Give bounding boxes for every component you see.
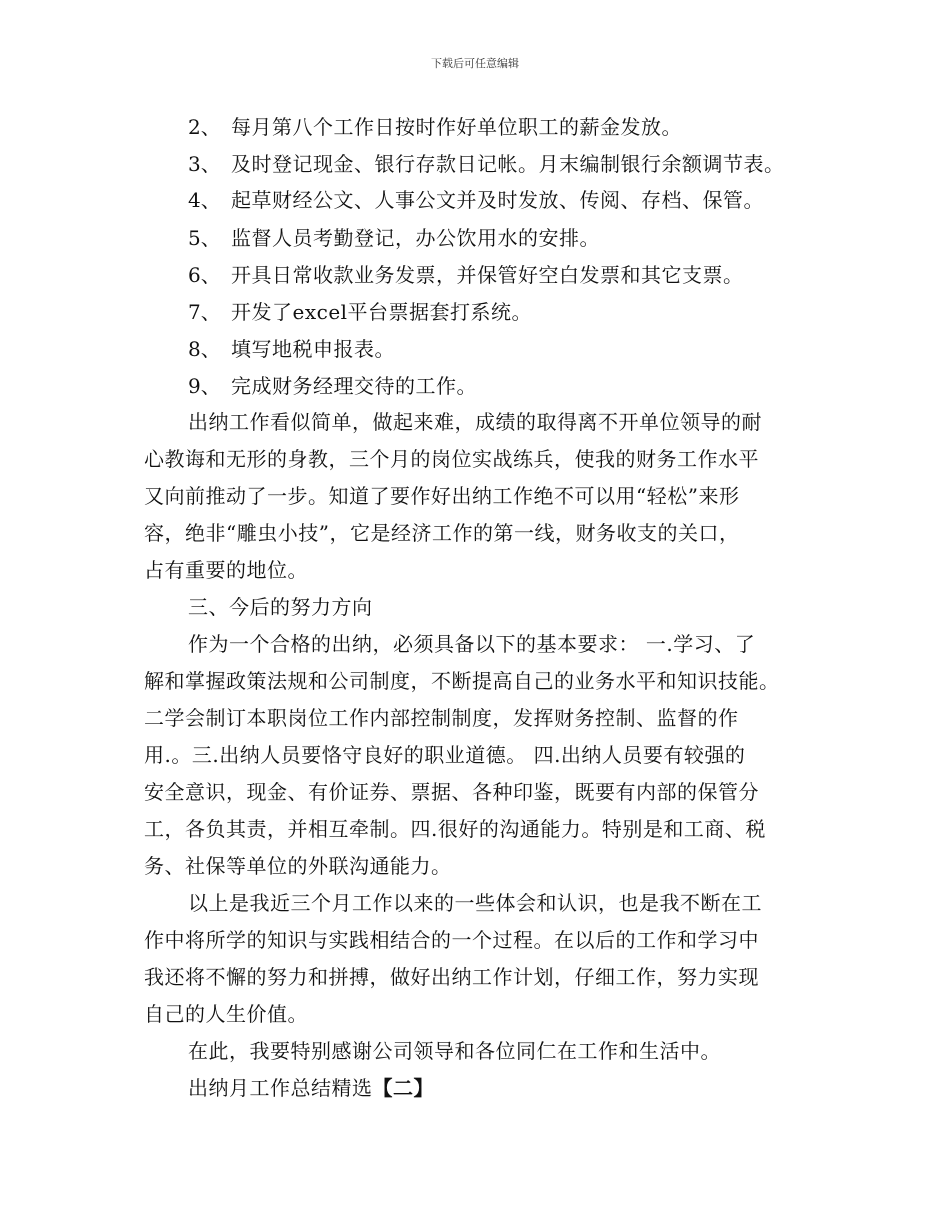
list-item-number: 2、	[188, 115, 221, 139]
list-item-text: 监督人员考勤登记，办公饮用水的安排。	[231, 226, 600, 250]
paragraph-line: 容，绝非“雕虫小技”，它是经济工作的第一线，财务收支的关口，	[144, 521, 740, 545]
list-item-text: 每月第八个工作日按时作好单位职工的薪金发放。	[231, 115, 682, 139]
paragraph-line: 自己的人生价值。	[144, 1002, 308, 1026]
paragraph-line: 我还将不懈的努力和拼搏，做好出纳工作计划，仔细工作，努力实现	[144, 965, 759, 989]
list-item-number: 4、	[188, 188, 221, 212]
paragraph-line: 用.。三.出纳人员要恪守良好的职业道德。 四.出纳人员要有较强的	[144, 743, 746, 767]
list-item-text: 开发了excel平台票据套打系统。	[231, 300, 533, 324]
paragraph-line: 安全意识，现金、有价证券、票据、各种印鉴，既要有内部的保管分	[144, 780, 759, 804]
list-item-text: 及时登记现金、银行存款日记帐。月末编制银行余额调节表。	[231, 152, 785, 176]
next-title-text: 出纳月工作总结精选	[188, 1076, 373, 1100]
next-section-title	[188, 1074, 434, 1102]
paragraph-line: 占有重要的地位。	[144, 558, 308, 582]
paragraph-line: 作中将所学的知识与实践相结合的一个过程。在以后的工作和学习中	[144, 928, 759, 952]
paragraph-line: 解和掌握政策法规和公司制度，不断提高自己的业务水平和知识技能。	[144, 669, 780, 693]
paragraph-line: 务、社保等单位的外联沟通能力。	[144, 854, 452, 878]
paragraph-line: 以上是我近三个月工作以来的一些体会和认识，也是我不断在工	[188, 891, 762, 915]
list-item-number: 8、	[188, 337, 221, 361]
paragraph-line: 在此，我要特别感谢公司领导和各位同仁在工作和生活中。	[188, 1039, 721, 1063]
paragraph-line: 作为一个合格的出纳，必须具备以下的基本要求： 一.学习、了	[188, 632, 756, 656]
next-title-bracket: 【二】	[372, 1076, 434, 1100]
list-item-number: 3、	[188, 152, 221, 176]
paragraph-line: 二学会制订本职岗位工作内部控制制度，发挥财务控制、监督的作	[144, 706, 739, 730]
paragraph-line: 出纳工作看似简单，做起来难，成绩的取得离不开单位领导的耐	[188, 410, 762, 434]
list-item-text: 起草财经公文、人事公文并及时发放、传阅、存档、保管。	[231, 188, 764, 212]
paragraph-line: 工，各负其责，并相互牵制。四.很好的沟通能力。特别是和工商、税	[144, 817, 766, 841]
paragraph-line: 心教诲和无形的身教，三个月的岗位实战练兵，使我的财务工作水平	[144, 447, 759, 471]
list-item-text: 填写地税申报表。	[231, 337, 395, 361]
list-item-number: 9、	[188, 374, 221, 398]
paragraph-line: 又向前推动了一步。知道了要作好出纳工作绝不可以用“轻松”来形	[144, 484, 740, 508]
list-item-number: 5、	[188, 226, 221, 250]
list-item-number: 6、	[188, 263, 221, 287]
list-item-number: 7、	[188, 300, 221, 324]
page-header: 下载后可任意编辑	[431, 57, 519, 70]
list-item-text: 完成财务经理交待的工作。	[231, 374, 477, 398]
section-heading: 三、今后的努力方向	[188, 595, 373, 619]
list-item-text: 开具日常收款业务发票，并保管好空白发票和其它支票。	[231, 263, 744, 287]
